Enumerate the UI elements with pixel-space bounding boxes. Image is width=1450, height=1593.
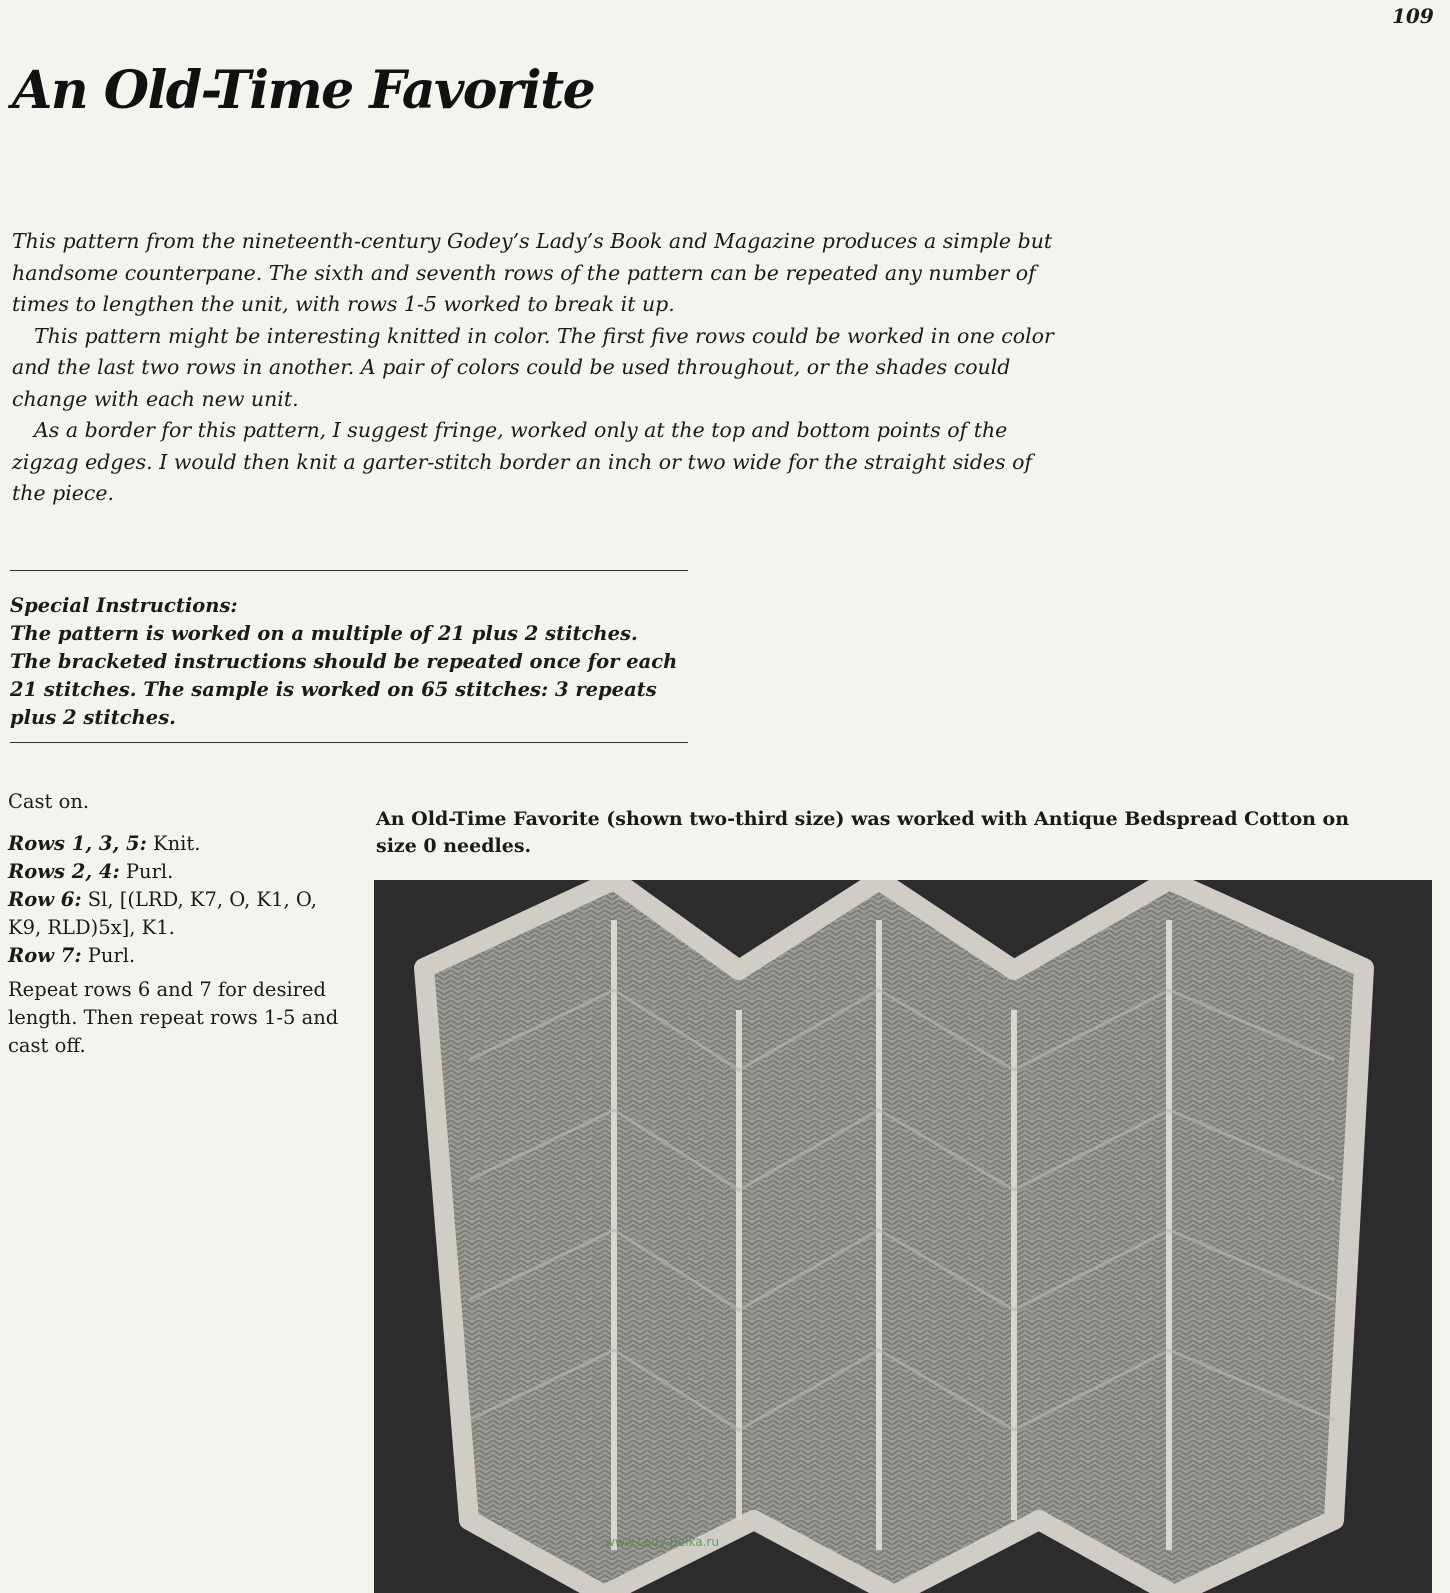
knitted-sample-photo	[374, 880, 1432, 1593]
row-label: Rows 1, 3, 5:	[8, 832, 147, 855]
knitted-swatch-illustration	[374, 880, 1432, 1593]
divider-bottom	[10, 742, 688, 743]
row-text: Sl, [(LRD, K7, O, K1, O, K9, RLD)5x], K1.	[8, 888, 317, 939]
row-instruction	[8, 830, 348, 858]
row-instruction	[8, 886, 348, 942]
swatch-body	[424, 880, 1364, 1593]
repeat-note: Repeat rows 6 and 7 for desired length. Then repeat rows 1-5 and cast off.	[8, 978, 339, 1057]
row-label: Rows 2, 4:	[8, 860, 120, 883]
page-title: An Old-Time Favorite	[12, 60, 595, 121]
intro-paragraph: As a border for this pattern, I suggest fringe, worked only at the top and bottom points of the zigzag edges. I would then knit a garter-stitch border an inch or two wide for the straight sides of the piece.	[12, 418, 1033, 505]
divider-top	[10, 570, 688, 571]
figure-caption: An Old-Time Favorite (shown two-third size) was worked with Antique Bedspread Cotton on size 0 needles.	[376, 808, 1350, 857]
intro-paragraph: This pattern from the nineteenth-century Godey’s Lady’s Book and Magazine produces a simple but handsome counterpane. The sixth and seventh rows of the pattern can be repeated any number of times to lengthen the unit, with rows 1-5 worked to break it up.	[12, 229, 1053, 316]
row-list	[8, 830, 348, 970]
pattern-instructions	[8, 788, 348, 1060]
cast-on-text: Cast on.	[8, 790, 90, 813]
row-text: Knit.	[146, 832, 201, 855]
special-instructions	[10, 592, 680, 732]
intro-text	[12, 226, 1072, 510]
row-instruction	[8, 942, 348, 970]
row-label: Row 6:	[8, 888, 82, 911]
watermark: www.Lady-Belka.ru	[605, 1535, 719, 1549]
special-instructions-heading: Special Instructions:	[10, 594, 238, 617]
row-text: Purl.	[81, 944, 136, 967]
intro-paragraph: This pattern might be interesting knitted in color. The first five rows could be worked in one color and the last two rows in another. A pair of colors could be used throughout, or the shades could change with each new unit.	[12, 323, 1054, 411]
row-text: Purl.	[119, 860, 174, 883]
row-label: Row 7:	[8, 944, 82, 967]
special-instructions-text: The pattern is worked on a multiple of 21 plus 2 stitches. The bracketed instructions should be repeated once for each 21 stitches. The sample is worked on 65 stitches: 3 repeats plus 2 stitches.	[10, 622, 678, 729]
page-number: 109	[1392, 4, 1434, 28]
row-instruction	[8, 858, 348, 886]
